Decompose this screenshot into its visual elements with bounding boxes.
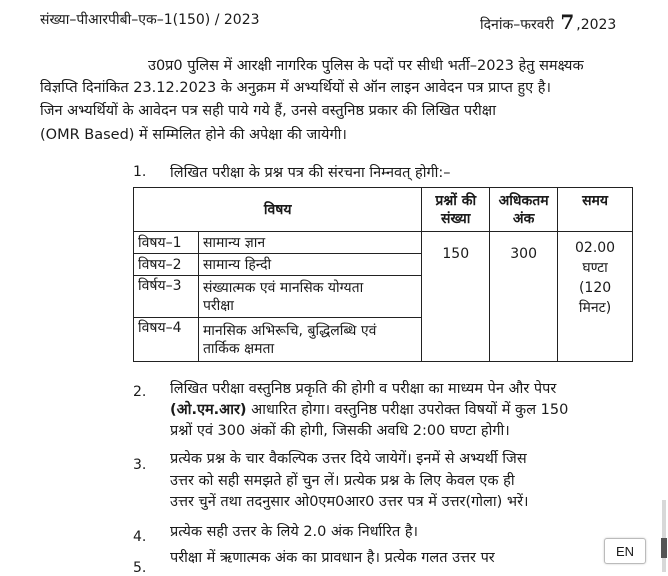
table-header-row — [134, 188, 633, 232]
right-edge-bar-icon — [660, 500, 668, 572]
date-line — [480, 10, 616, 34]
language-toggle-button[interactable]: EN — [604, 538, 646, 564]
questions-count: 150 — [422, 232, 490, 362]
date-label: दिनांक–फरवरी — [480, 17, 554, 33]
subject-name: संख्यात्मक एवं मानसिक योग्यता परीक्षा — [198, 276, 421, 318]
intro-line-3: जिन अभ्यर्थियों के आवेदन पत्र सही पाये गये हैं, उनसे वस्तुनिष्ठ प्रकार की लिखित परीक्षा — [40, 103, 496, 119]
point-3-line-2: उत्तर को सही समझते हों चुन लें। प्रत्येक प्रश्न के लिए केवल एक ही — [170, 473, 515, 489]
point-1-number: 1. — [133, 164, 147, 180]
point-2-line-1: लिखित परीक्षा वस्तुनिष्ठ प्रकृति की होगी व परीक्षा का माध्यम पेन और पेपर — [170, 381, 557, 397]
intro-line-2: विज्ञप्ति दिनांकित 23.12.2023 के अनुक्रम में अभ्यर्थियों से ऑन लाइन आवेदन पत्र प्राप्त हुए है। — [40, 80, 551, 96]
max-marks: 300 — [490, 232, 558, 362]
date-year: ,2023 — [576, 17, 617, 33]
subject-name: मानसिक अभिरूचि, बुद्धिलब्धि एवं तार्किक क्षमता — [198, 318, 421, 362]
point-1-text: लिखित परीक्षा के प्रश्न पत्र की संरचना निम्नवत् होगी:– — [170, 165, 451, 181]
table-row — [134, 232, 633, 254]
point-5-text: परीक्षा में ऋणात्मक अंक का प्रावधान है। प्रत्येक गलत उत्तर पर — [170, 550, 495, 566]
intro-line-1: उ0प्र0 पुलिस में आरक्षी नागरिक पुलिस के पदों पर सीधी भर्ती–2023 हेतु समक्ष्यक — [148, 58, 584, 74]
date-day: 7 — [560, 10, 575, 34]
subject-label: विर्षय–3 — [134, 276, 199, 318]
time-duration: 02.00 घण्टा (120 मिनट) — [558, 232, 633, 362]
point-2-number: 2. — [133, 384, 147, 400]
header-time: समय — [558, 188, 633, 232]
subject-name: सामान्य ज्ञान — [198, 232, 421, 254]
point-3-line-1: प्रत्येक प्रश्न के चार वैकल्पिक उत्तर दिये जायेगें। इनमें से अभ्यर्थी जिस — [170, 451, 527, 467]
omr-bold-text: (ओ.एम.आर) — [170, 402, 247, 418]
header-questions: प्रश्नों की संख्या — [422, 188, 490, 232]
subject-label: विषय–2 — [134, 254, 199, 276]
intro-line-4: (OMR Based) में सम्मिलित होने की अपेक्षा की जायेगी। — [40, 127, 347, 143]
point-3-line-3: उत्तर चुनें तथा तदनुसार ओ0एम0आर0 उत्तर पत्र में उत्तर(गोला) भरें। — [170, 494, 529, 510]
point-5-number: 5. — [133, 560, 147, 576]
point-4-text: प्रत्येक सही उत्तर के लिये 2.0 अंक निर्धारित है। — [170, 524, 419, 540]
header-max-marks: अधिकतम अंक — [490, 188, 558, 232]
point-2-line-3: प्रश्नों एवं 300 अंकों की होगी, जिसकी अवधि 2:00 घण्टा होगी। — [170, 423, 510, 439]
subject-name: सामान्य हिन्दी — [198, 254, 421, 276]
header-subject: विषय — [134, 188, 422, 232]
point-2-line-2: (ओ.एम.आर) आधारित होगा। वस्तुनिष्ठ परीक्षा उपरोक्त विषयों में कुल 150 — [170, 402, 569, 418]
subject-label: विषय–4 — [134, 318, 199, 362]
subject-label: विषय–1 — [134, 232, 199, 254]
reference-number: संख्या–पीआरपीबी–एक–1(150) / 2023 — [40, 12, 260, 28]
point-3-number: 3. — [133, 457, 147, 473]
exam-structure-table — [133, 187, 633, 362]
point-4-number: 4. — [133, 529, 147, 545]
